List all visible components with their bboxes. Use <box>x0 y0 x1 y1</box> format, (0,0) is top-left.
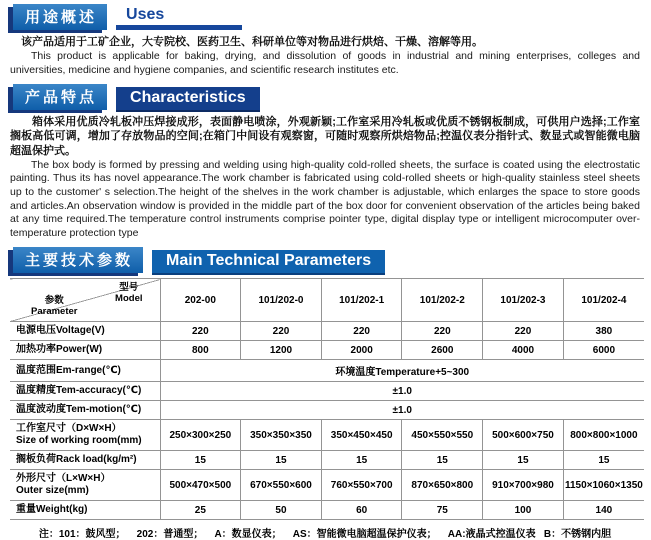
value-cell: 15 <box>241 451 322 470</box>
value-cell: 15 <box>321 451 402 470</box>
model-column-header: 101/202-0 <box>241 279 322 322</box>
value-cell: 350×350×350 <box>241 420 322 451</box>
model-column-header: 101/202-3 <box>483 279 564 322</box>
row-label: 电源电压Voltage(V) <box>10 322 160 341</box>
value-cell: 25 <box>160 501 241 520</box>
value-cell: 500×600×750 <box>483 420 564 451</box>
span-value-cell: ±1.0 <box>160 401 644 420</box>
characteristics-title-zh: 产品特点 <box>13 84 107 110</box>
value-cell: 15 <box>402 451 483 470</box>
corner-param-zh: 参数 <box>44 294 64 306</box>
row-label: 温度范围Em-range(℃) <box>10 360 160 382</box>
row-label-en: Size of working room(mm) <box>16 435 142 447</box>
row-label: 加热功率Power(W) <box>10 341 160 360</box>
row-label: 温度波动度Tem-motion(℃) <box>10 401 160 420</box>
row-label-zh: 工作室尺寸（D×W×H） <box>16 423 122 435</box>
parameters-title-zh: 主要技术参数 <box>13 247 143 273</box>
value-cell: 4000 <box>483 341 564 360</box>
table-row-temp-range <box>10 360 644 382</box>
value-cell: 380 <box>563 322 644 341</box>
value-cell: 500×470×500 <box>160 470 241 501</box>
row-label: 重量Weight(kg) <box>10 501 160 520</box>
table-row-working-room <box>10 420 644 451</box>
row-label <box>10 470 160 501</box>
value-cell: 15 <box>563 451 644 470</box>
model-column-header: 202-00 <box>160 279 241 322</box>
value-cell: 2000 <box>321 341 402 360</box>
value-cell: 800×800×1000 <box>563 420 644 451</box>
uses-body-en: This product is applicable for baking, drying, and dissolution of goods in industrial and mining enterprises, colleges and universities, medicine and hygiene companies, and scientific research institutes etc. <box>10 50 640 76</box>
table-row-temp-motion <box>10 401 644 420</box>
span-value-cell: 环境温度Temperature+5~300 <box>160 360 644 382</box>
value-cell: 870×650×800 <box>402 470 483 501</box>
uses-title-zh: 用途概述 <box>13 4 107 30</box>
corner-cell <box>10 279 160 322</box>
footnote: 注：101：鼓风型； 202：普通型； A：数显仪表； AS：智能微电脑超温保护仪表； AA:液晶式控温仪表 B：不锈钢内胆 <box>38 529 612 540</box>
model-column-header: 101/202-1 <box>321 279 402 322</box>
value-cell: 910×700×980 <box>483 470 564 501</box>
value-cell: 50 <box>241 501 322 520</box>
section-header-uses <box>8 4 642 30</box>
parameters-title-en: Main Technical Parameters <box>152 250 385 273</box>
value-cell: 15 <box>160 451 241 470</box>
corner-param-label <box>31 296 77 318</box>
table-row-outer-size <box>10 470 644 501</box>
value-cell: 6000 <box>563 341 644 360</box>
corner-model-en: Model <box>115 293 143 305</box>
value-cell: 60 <box>321 501 402 520</box>
value-cell: 1150×1060×1350 <box>563 470 644 501</box>
value-cell: 220 <box>160 322 241 341</box>
section-header-parameters <box>8 247 642 273</box>
corner-model-label <box>115 283 142 305</box>
value-cell: 350×450×450 <box>321 420 402 451</box>
value-cell: 220 <box>241 322 322 341</box>
characteristics-body-en: The box body is formed by pressing and welding using high-quality cold-rolled sheets, the surface is coated using the electrostatic painting. Thus its has novel appearance.The work chamber is fabricated using cold-rolled sheets or high-quality stainless steel sheets up to the customer' s selection.The height of the shelves in the work chamber is adjustable, which enlarges the space to store goods and articles.An observation window is provided in the middle part of the box door for convenient observation of the articles being baked at any time required.The temperature control instruments comprise pointer type, digital display type or intelligent microcomputer over-temperature protection type <box>10 158 640 239</box>
model-column-header: 101/202-4 <box>563 279 644 322</box>
value-cell: 450×550×550 <box>402 420 483 451</box>
value-cell: 140 <box>563 501 644 520</box>
table-row-temp-accuracy <box>10 382 644 401</box>
value-cell: 670×550×600 <box>241 470 322 501</box>
table-row-rack-load <box>10 451 644 470</box>
corner-diagonal <box>11 282 159 318</box>
value-cell: 800 <box>160 341 241 360</box>
value-cell: 760×550×700 <box>321 470 402 501</box>
row-label: 搁板负荷Rack load(kg/m²) <box>10 451 160 470</box>
table-row-weight <box>10 501 644 520</box>
value-cell: 250×300×250 <box>160 420 241 451</box>
row-label-zh: 外形尺寸（L×W×H） <box>16 473 111 485</box>
uses-body-zh: 该产品适用于工矿企业，大专院校、医药卫生、科研单位等对物品进行烘焙、干燥、溶解等用。 <box>21 36 483 48</box>
spec-table <box>10 278 644 520</box>
table-row-voltage <box>10 322 644 341</box>
value-cell: 75 <box>402 501 483 520</box>
corner-model-zh: 型号 <box>119 282 139 294</box>
value-cell: 100 <box>483 501 564 520</box>
row-label-en: Outer size(mm) <box>16 485 89 497</box>
value-cell: 1200 <box>241 341 322 360</box>
uses-title-en: Uses <box>116 6 242 30</box>
row-label: 温度精度Tem-accuracy(℃) <box>10 382 160 401</box>
model-column-header: 101/202-2 <box>402 279 483 322</box>
row-label <box>10 420 160 451</box>
value-cell: 2600 <box>402 341 483 360</box>
value-cell: 15 <box>483 451 564 470</box>
section-header-characteristics <box>8 84 642 110</box>
corner-param-en: Parameter <box>31 305 78 317</box>
value-cell: 220 <box>321 322 402 341</box>
span-value-cell: ±1.0 <box>160 382 644 401</box>
characteristics-body-zh: 箱体采用优质冷轧板冲压焊接成形，表面静电喷涂，外观新颖;工作室采用冷轧板或优质不锈钢板制成，可供用户选择;工作室搁板高低可调，增加了存放物品的空间;在箱门中间设有观察窗，可随时观察所烘焙物品;控温仪表分指针式、数显式或智能微电脑超温保护式。 <box>10 116 640 157</box>
table-header-row <box>10 279 644 322</box>
value-cell: 220 <box>483 322 564 341</box>
characteristics-title-en: Characteristics <box>116 87 260 110</box>
table-row-power <box>10 341 644 360</box>
value-cell: 220 <box>402 322 483 341</box>
